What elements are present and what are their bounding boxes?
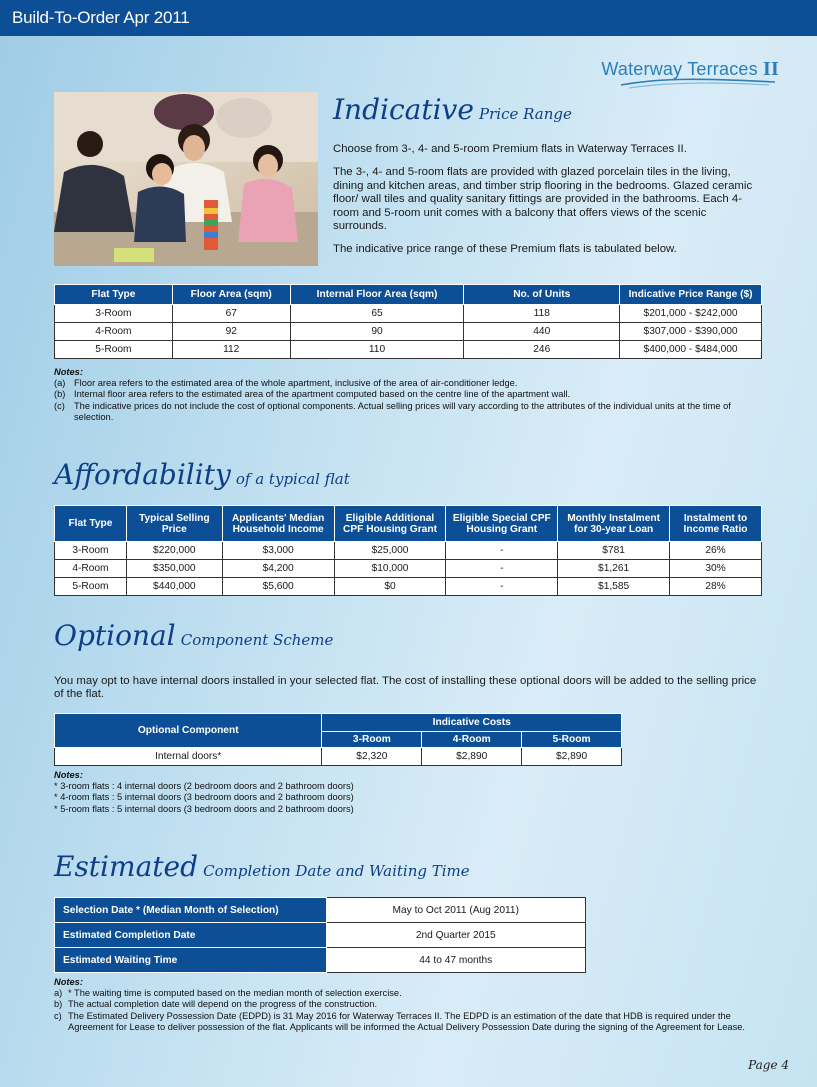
note-item: * 3-room flats : 4 internal doors (2 bedroom doors and 2 bathroom doors) — [54, 781, 354, 792]
column-header: Eligible Special CPF Housing Grant — [446, 506, 558, 542]
column-header: Floor Area (sqm) — [172, 285, 290, 305]
column-header: Instalment to Income Ratio — [670, 506, 762, 542]
table-row: Estimated Waiting Time 44 to 47 months — [55, 948, 586, 973]
table-row: 5-Room $440,000 $5,600 $0 - $1,585 28% — [55, 578, 762, 596]
column-header: Flat Type — [55, 285, 173, 305]
family-photo — [54, 92, 318, 266]
logo-wave-icon — [619, 76, 779, 90]
column-header: Flat Type — [55, 506, 127, 542]
column-header: 5-Room — [522, 732, 622, 748]
column-header: Internal Floor Area (sqm) — [290, 285, 464, 305]
column-header: Indicative Costs — [322, 714, 622, 732]
table-header-row — [55, 506, 762, 542]
optional-component-paragraph: You may opt to have internal doors installed in your selected flat. The cost of installing these optional doors will be added to the selling price of the flat. — [54, 675, 757, 701]
section-estimated-completion-title: Estimated Completion Date and Waiting Time — [54, 850, 470, 883]
section-affordability-title: Affordability of a typical flat — [54, 458, 350, 491]
logo-text: Waterway Terraces — [601, 59, 758, 79]
note-item: * 4-room flats : 5 internal doors (3 bedroom doors and 2 bathroom doors) — [54, 792, 354, 803]
table-row: Selection Date * (Median Month of Selection) May to Oct 2011 (Aug 2011) — [55, 898, 586, 923]
column-header: Optional Component — [55, 714, 322, 748]
intro-paragraph: Choose from 3-, 4- and 5-room Premium flats in Waterway Terraces II. — [333, 143, 687, 155]
column-header: Typical Selling Price — [126, 506, 222, 542]
table-row: Internal doors* $2,320 $2,890 $2,890 — [55, 748, 622, 766]
section-price-range-title: Indicative Price Range — [333, 93, 572, 126]
column-header: Applicants' Median Household Income — [222, 506, 334, 542]
table-row: 4-Room $350,000 $4,200 $10,000 - $1,261 30% — [55, 560, 762, 578]
price-range-table — [54, 284, 762, 359]
page-header — [0, 0, 817, 36]
column-header: 3-Room — [322, 732, 422, 748]
note-item: (b) Internal floor area refers to the estimated area of the apartment computed based on the centre line of the apartment wall. — [54, 389, 571, 400]
completion-date-table — [54, 897, 586, 973]
table-row: Estimated Completion Date 2nd Quarter 2015 — [55, 923, 586, 948]
optional-component-notes: Notes: * 3-room flats : 4 internal doors (2 bedroom doors and 2 bathroom doors) * 4-room flats : 5 internal doors (3 bedroom doors and 2 bathroom doors) * 5-room flats : 5 internal doors (3 bedroom doors and 2 bathroom doors) — [54, 770, 764, 815]
header-title: Build-To-Order Apr 2011 — [12, 8, 190, 27]
table-header-row — [55, 285, 762, 305]
intro-paragraph: The 3-, 4- and 5-room flats are provided with glazed porcelain tiles in the living, dining and kitchen areas, and timber strip flooring in the bedrooms. Glazed ceramic floor/ wall tiles and quality sanitary fittings are provided in the bathrooms. Each 4-room and 5-room unit comes with a balcony that offers views of the scenic surrounds. — [333, 166, 753, 233]
intro-paragraph: The indicative price range of these Premium flats is tabulated below. — [333, 243, 677, 256]
completion-notes: Notes: a) * The waiting time is computed based on the median month of selection exercise. b) The actual completion date will depend on the progress of the construction. c) The Estimated Delivery Possession Date (EDPD) is 31 May 2016 for Waterway Terraces II. The EDPD is an estimation of the date that HDB is required under the Agreement for Lease to deliver possession of the flat. Applicants will be informed the Actual Delivery Possession Date during the signing of the Agreement for Lease. — [54, 977, 764, 1033]
page-number: Page 4 — [748, 1058, 789, 1072]
logo-numeral: II — [763, 58, 779, 80]
column-header: Eligible Additional CPF Housing Grant — [334, 506, 446, 542]
table-row: 3-Room $220,000 $3,000 $25,000 - $781 26% — [55, 542, 762, 560]
section-optional-component-title: Optional Component Scheme — [54, 619, 334, 652]
note-item: (c) The indicative prices do not include the cost of optional components. Actual selling prices will vary according to the attributes of the individual units at the time of selection. — [54, 400, 731, 422]
optional-component-table — [54, 713, 622, 766]
note-item: c) The Estimated Delivery Possession Date (EDPD) is 31 May 2016 for Waterway Terraces II. The EDPD is an estimation of the date that HDB is required under the Agreement for Lease to deliver possession of the flat. Applicants will be informed the Actual Delivery Possession Date during the signing of the Agreement for Lease. — [54, 1010, 745, 1032]
table-row: 3-Room 67 65 118 $201,000 - $242,000 — [55, 305, 762, 323]
column-header: Indicative Price Range ($) — [620, 285, 762, 305]
column-header: No. of Units — [464, 285, 620, 305]
column-header: 4-Room — [422, 732, 522, 748]
table-header-row — [55, 714, 622, 732]
table-row: 4-Room 92 90 440 $307,000 - $390,000 — [55, 323, 762, 341]
note-item: a) * The waiting time is computed based on the median month of selection exercise. — [54, 988, 402, 999]
column-header: Monthly Instalment for 30-year Loan — [558, 506, 670, 542]
note-item: b) The actual completion date will depend on the progress of the construction. — [54, 999, 378, 1010]
note-item: * 5-room flats : 5 internal doors (3 bedroom doors and 2 bathroom doors) — [54, 803, 354, 814]
price-table-notes: Notes: (a) Floor area refers to the estimated area of the whole apartment, inclusive of the area of air-conditioner ledge. (b) Internal floor area refers to the estimated area of the apartment computed based on the centre line of the apartment wall. (c) The indicative prices do not include the cost of optional components. Actual selling prices will vary according to the attributes of the individual units at the time of selection. — [54, 367, 764, 423]
waterway-terraces-logo — [579, 58, 779, 94]
table-row: 5-Room 112 110 246 $400,000 - $484,000 — [55, 341, 762, 359]
note-item: (a) Floor area refers to the estimated area of the whole apartment, inclusive of the area of air-conditioner ledge. — [54, 378, 518, 389]
affordability-table — [54, 505, 762, 596]
price-range-intro — [333, 143, 763, 267]
